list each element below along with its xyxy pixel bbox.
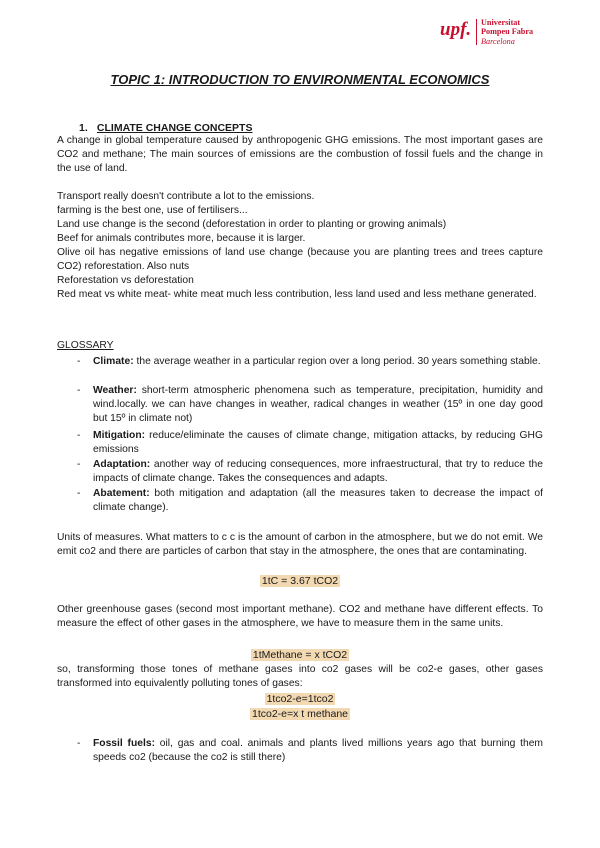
logo-line-1: Universitat [481,18,521,27]
bullet-dash: - [77,738,81,749]
glossary-definition: reduce/eliminate the causes of climate change, mitigation attacks, by reducing GHG emissions [93,430,543,455]
glossary-item [93,458,543,486]
glossary-term: Climate: [93,356,134,367]
formula-highlight: 1tMethane = x tCO2 [252,649,348,661]
glossary-term: Weather: [93,385,137,396]
olive-oil-paragraph: Olive oil has negative emissions of land use change (because you are planting trees and trees capture CO2) reforestation. Also nuts [57,247,543,272]
glossary-term: Abatement: [93,488,150,499]
section-number: 1. [79,122,88,134]
formula-co2e-2 [0,707,600,721]
formula-highlight: 1tC = 3.67 tCO2 [261,575,339,587]
note-line: farming is the best one, use of fertilisers... [57,205,248,216]
glossary-definition: another way of reducing consequences, more infraestructural, that try to reduce the impacts of climate change. Takes the consequences and adapts. [93,459,543,484]
section-label: CLIMATE CHANGE CONCEPTS [96,122,253,134]
intro-paragraph: A change in global temperature caused by anthropogenic GHG emissions. The most important gases are CO2 and methane; The main sources of emissions are the combustion of fossil fuels and the change in the use of land. [57,135,543,174]
formula-highlight: 1tco2-e=1tco2 [266,693,334,705]
note-line: Beef for animals contributes more, because it is larger. [57,233,306,244]
formula-carbon [0,574,600,588]
glossary-term: Adaptation: [93,459,151,470]
bullet-dash: - [77,459,81,470]
glossary-heading: GLOSSARY [57,340,114,351]
glossary-definition: the average weather in a particular region over a long period. 30 years something stable. [133,356,541,367]
glossary-definition: short-term atmospheric phenomena such as temperature, precipitation, humidity and wind.locally. we can have changes in weather, radical changes in weather (15º in one day good but 15º in climate not) [93,385,543,424]
bullet-dash: - [77,356,81,367]
bullet-dash: - [77,385,81,396]
logo-line-3: Barcelona [481,36,515,46]
glossary-item [93,429,543,457]
glossary-item [93,384,543,426]
logo-divider [476,19,477,45]
glossary-term: Mitigation: [93,430,146,441]
section-heading [79,122,252,134]
red-meat-paragraph: Red meat vs white meat- white meat much less contribution, less land used and less methane generated. [57,289,537,300]
formula-co2e-1 [0,692,600,706]
logo-line-2: Pompeu Fabra [481,27,534,37]
fossil-fuels-item [93,737,543,765]
university-logo [440,17,550,47]
formula-methane [0,648,600,662]
upf-logo-mark: upf. [440,19,472,40]
logo-wordmark [481,18,533,46]
page-title: TOPIC 1: INTRODUCTION TO ENVIRONMENTAL ECONOMICS [110,72,490,87]
note-line: Transport really doesn't contribute a lot to the emissions. [57,191,315,202]
note-line: Reforestation vs deforestation [57,275,194,286]
glossary-term: Fossil fuels: [93,738,155,749]
glossary-item [93,355,543,369]
other-gases-paragraph: Other greenhouse gases (second most important methane). CO2 and methane have different effects. To measure the effect of other gases in the atmosphere, we have to measure them in the same units. [57,604,543,629]
note-line: Land use change is the second (deforestation in order to planting or growing animals) [57,219,447,230]
formula-highlight: 1tco2-e=x t methane [251,708,349,720]
bullet-dash: - [77,488,81,499]
glossary-item [93,487,543,515]
bullet-dash: - [77,430,81,441]
co2e-paragraph: so, transforming those tones of methane gases into co2 gases will be co2-e gases, other gases transformed into equivalently polluting tones of gases: [57,664,543,689]
units-paragraph: Units of measures. What matters to c c is the amount of carbon in the atmosphere, but we do not emit. We emit co2 and there are particles of carbon that stay in the atmosphere, the ones that are contaminating. [57,532,543,557]
glossary-definition: both mitigation and adaptation (all the measures taken to decrease the impact of climate change). [93,488,543,513]
glossary-definition: oil, gas and coal. animals and plants lived millions years ago that burning them speeds co2 (because the co2 is still there) [93,738,543,763]
